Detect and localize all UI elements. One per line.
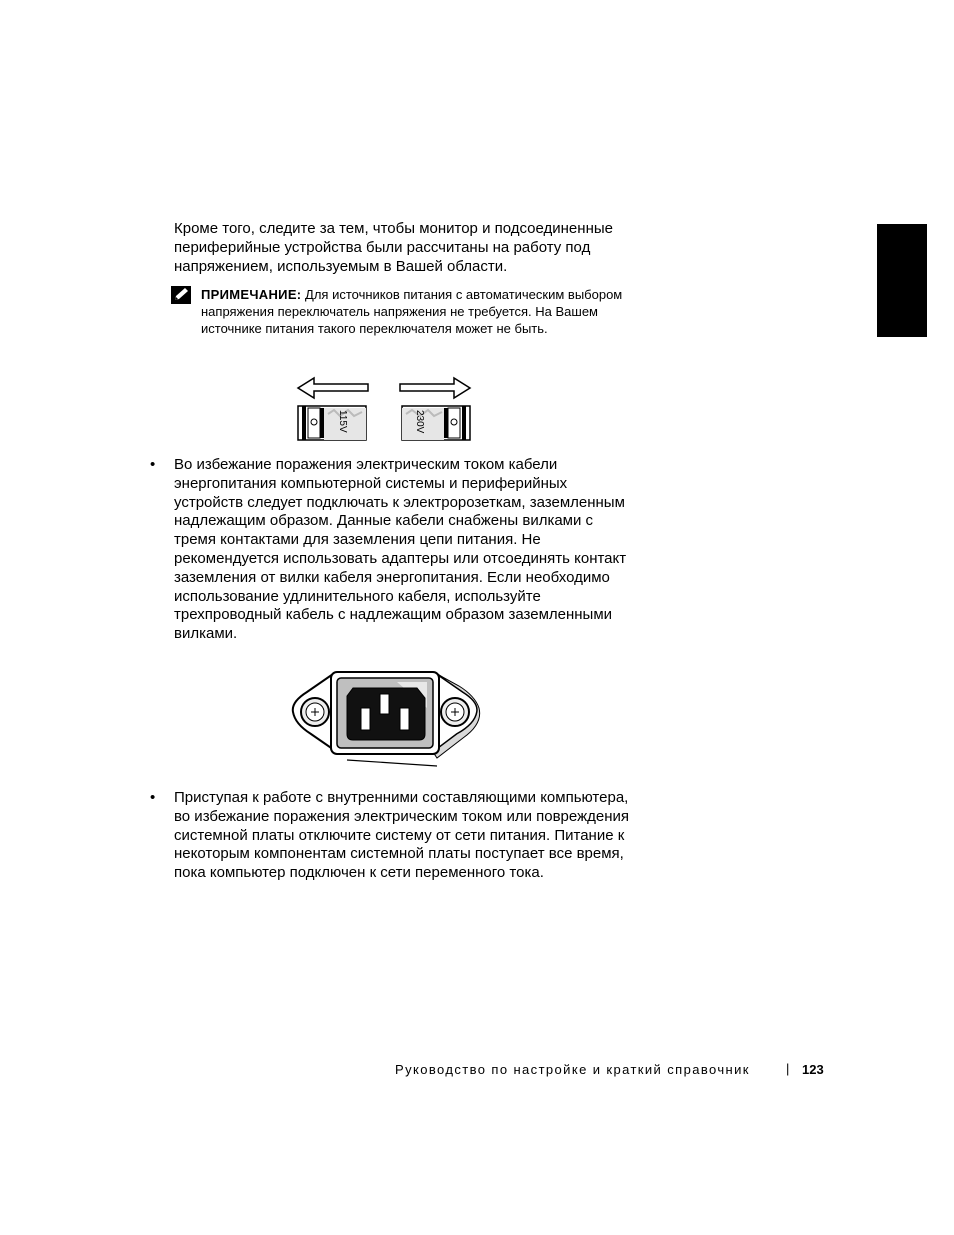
- intro-paragraph: Кроме того, следите за тем, чтобы монитор и подсоединенные периферийные устройства были рассчитаны на работу под напряжением, используемым в Вашей области.: [174, 220, 613, 275]
- bullet-paragraph-disconnect: Приступая к работе с внутренними составляющими компьютера, во избежание поражения электрическим током или повреждения системной платы отключите систему от сети питания. Питание к некоторым компонентам системной платы поступает все время, пока компьютер подключен к сети переменного тока.: [174, 789, 629, 882]
- note-text: Для источников питания с автоматическим выбором напряжения переключатель напряжения не требуется. На Вашем источнике питания такого переключателя может не быть.: [201, 287, 623, 336]
- right-screw-icon: [441, 698, 469, 726]
- switch-115v: [298, 406, 366, 440]
- switch-230v-label: 230V: [414, 410, 425, 434]
- footer-title: Руководство по настройке и краткий справочник: [395, 1062, 750, 1077]
- bullet-mark: •: [150, 456, 156, 473]
- voltage-switch-figure: [294, 374, 476, 444]
- left-arrow-icon: [298, 378, 368, 398]
- note-block: [201, 286, 631, 337]
- switch-115v-label: 115V: [337, 410, 348, 433]
- power-connector-figure: [287, 668, 483, 770]
- note-label: ПРИМЕЧАНИЕ:: [201, 287, 302, 302]
- left-screw-icon: [301, 698, 329, 726]
- section-tab: [877, 224, 927, 337]
- switch-230v: [402, 406, 470, 440]
- page-number: 123: [802, 1062, 824, 1077]
- bullet-paragraph-grounding: Во избежание поражения электрическим током кабели энергопитания компьютерной системы и периферийных устройств следует подключать к электророзеткам, заземленным надлежащим образом. Данные кабели снабжены вилками с тремя контактами для заземления цепи питания. Не рекомендуется использовать адаптеры или отсоединять контакт заземления от вилки кабеля энергопитания. Если необходимо использование удлинительного кабеля, используйте трехпроводный кабель с надлежащим образом заземленными вилками.: [174, 456, 627, 643]
- right-arrow-icon: [400, 378, 470, 398]
- footer-separator: |: [786, 1061, 790, 1076]
- note-pencil-icon: [171, 286, 191, 304]
- bullet-mark: •: [150, 789, 156, 806]
